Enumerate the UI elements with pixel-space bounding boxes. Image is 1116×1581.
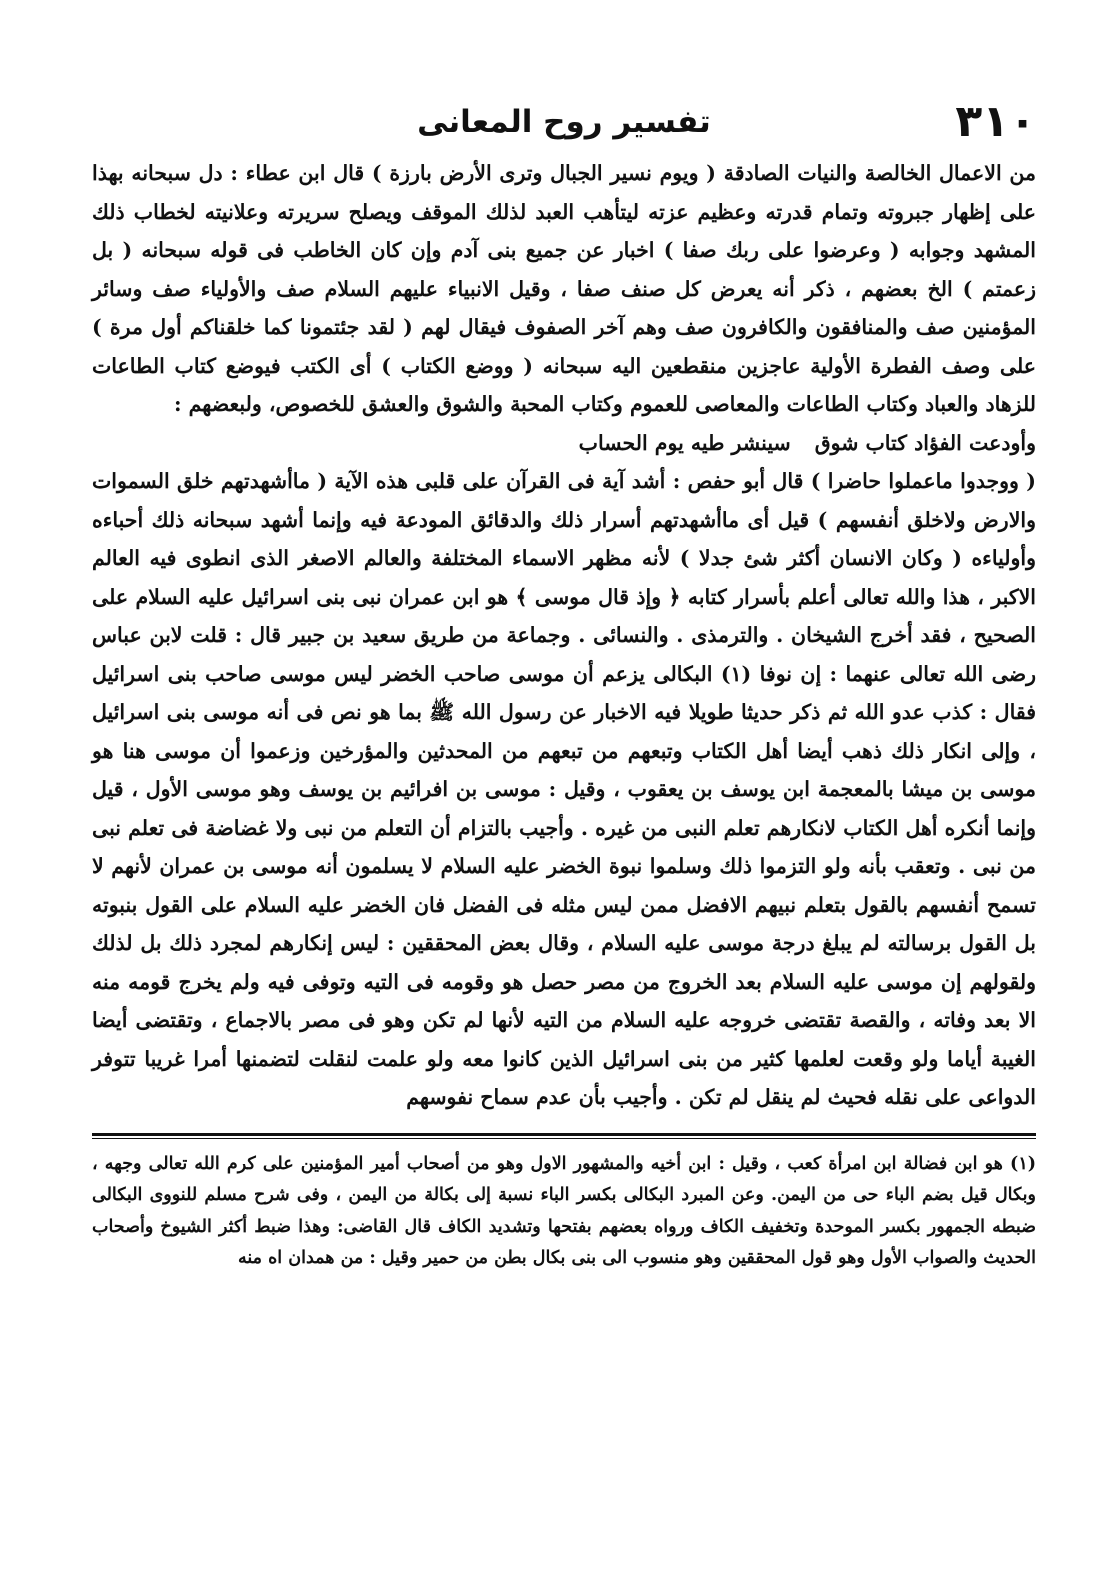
page-header xyxy=(92,96,1036,154)
verse-second-hemistich: سينشر طيه يوم الحساب xyxy=(578,430,791,455)
verse-first-hemistich: وأودعت الفؤاد كتاب شوق xyxy=(814,430,1036,455)
page-number: ٣١٠ xyxy=(955,96,1036,147)
main-text xyxy=(92,154,1036,1117)
paragraph-opening: من الاعمال الخالصة والنيات الصادقة ( ويوم نسير الجبال وترى الأرض بارزة ) قال ابن عطاء : دل سبحانه بهذا على إظهار جبروته وتمام قدرته وعظيم عزته ليتأهب العبد لذلك الموقف ويصلح سريرته وعلانيته لخطاب ذلك المشهد وجوابه ( وعرضوا على ربك صفا ) اخبار عن جميع بنى آدم وإن كان الخاطب فى قوله سبحانه ( بل زعمتم ) الخ بعضهم ، ذكر أنه يعرض كل صنف صفا ، وقيل الانبياء عليهم السلام صف والأولياء صف وسائر المؤمنين صف والمنافقون والكافرون صف وهم آخر الصفوف فيقال لهم ( لقد جئتمونا كما خلقناكم أول مرة ) على وصف الفطرة الأولية عاجزين منقطعين اليه سبحانه ( ووضع الكتاب ) أى الكتب فيوضع كتاب الطاعات للزهاد والعباد وكتاب الطاعات والمعاصى للعموم وكتاب المحبة والشوق والعشق للخصوص، ولبعضهم : xyxy=(92,161,1036,416)
document-page xyxy=(92,96,1036,1536)
paragraph-main: ( ووجدوا ماعملوا حاضرا ) قال أبو حفص : أشد آية فى القرآن على قلبى هذه الآية ( ماأشهدتهم خلق السموات والارض ولاخلق أنفسهم ) قيل أى ماأشهدتهم أسرار ذلك والدقائق المودعة فيه وإنما أشهد سبحانه ذلك أحباءه وأولياءه ( وكان الانسان أكثر شئ جدلا ) لأنه مظهر الاسماء المختلفة والعالم الاصغر الذى انطوى فيه العالم الاكبر ، هذا والله تعالى أعلم بأسرار كتابه ﴿ وإذ قال موسى ﴾ هو ابن عمران نبى بنى اسرائيل عليه السلام على الصحيح ، فقد أخرج الشيخان . والترمذى . والنسائى . وجماعة من طريق سعيد بن جبير قال : قلت لابن عباس رضى الله تعالى عنهما : إن نوفا (١) البكالى يزعم أن موسى صاحب الخضر ليس موسى صاحب بنى اسرائيل فقال : كذب عدو الله ثم ذكر حديثا طويلا فيه الاخبار عن رسول الله ﷺ بما هو نص فى أنه موسى بنى اسرائيل ، وإلى انكار ذلك ذهب أيضا أهل الكتاب وتبعهم من تبعهم من المحدثين والمؤرخين وزعموا أن موسى هنا هو موسى بن ميشا بالمعجمة ابن يوسف بن يعقوب ، وقيل : موسى بن افرائيم بن يوسف وهو موسى الأول ، قيل وإنما أنكره أهل الكتاب لانكارهم تعلم النبى من غيره . وأجيب بالتزام أن التعلم من نبى ولا غضاضة فى تعلم نبى من نبى . وتعقب بأنه ولو التزموا ذلك وسلموا نبوة الخضر عليه السلام لا يسلمون أنه موسى بن عمران لأنهم لا تسمح أنفسهم بالقول بتعلم نبيهم الافضل ممن ليس مثله فى الفضل فان الخضر عليه السلام على القول بنبوته بل القول برسالته لم يبلغ درجة موسى عليه السلام ، وقال بعض المحققين : ليس إنكارهم لمجرد ذلك بل لذلك ولقولهم إن موسى عليه السلام بعد الخروج من مصر حصل هو وقومه فى التيه وتوفى فيه ولم يخرج قومه منه الا بعد وفاته ، والقصة تقتضى خروجه عليه السلام من التيه لأنها لم تكن وهو فى مصر بالاجماع ، وتقتضى أيضا الغيبة أياما ولو وقعت لعلمها كثير من بنى اسرائيل الذين كانوا معه ولو علمت لنقلت لتضمنها أمرا غريبا تتوفر الدواعى على نقله فحيث لم ينقل لم تكن . وأجيب بأن عدم سماح نفوسهم xyxy=(92,469,1036,1109)
poetry-verse xyxy=(92,424,1036,463)
running-title: تفسير روح المعانى xyxy=(417,104,711,140)
footnote: (١) هو ابن فضالة ابن امرأة كعب ، وقيل : ابن أخيه والمشهور الاول وهو من أصحاب أمير المؤمنين على كرم الله تعالى وجهه ، وبكال قيل بضم الباء حى من اليمن. وعن المبرد البكالى بكسر الباء نسبة إلى بكالة من اليمن ، وفى شرح مسلم للنووى البكالى ضبطه الجمهور بكسر الموحدة وتخفيف الكاف ورواه بعضهم بفتحها وتشديد الكاف قال القاضى: وهذا ضبط أكثر الشيوخ وأصحاب الحديث والصواب الأول وهو قول المحققين وهو منسوب الى بنى بكال بطن من حمير وقيل : من همدان اه منه xyxy=(92,1153,1036,1268)
footnote-divider xyxy=(92,1133,1036,1139)
